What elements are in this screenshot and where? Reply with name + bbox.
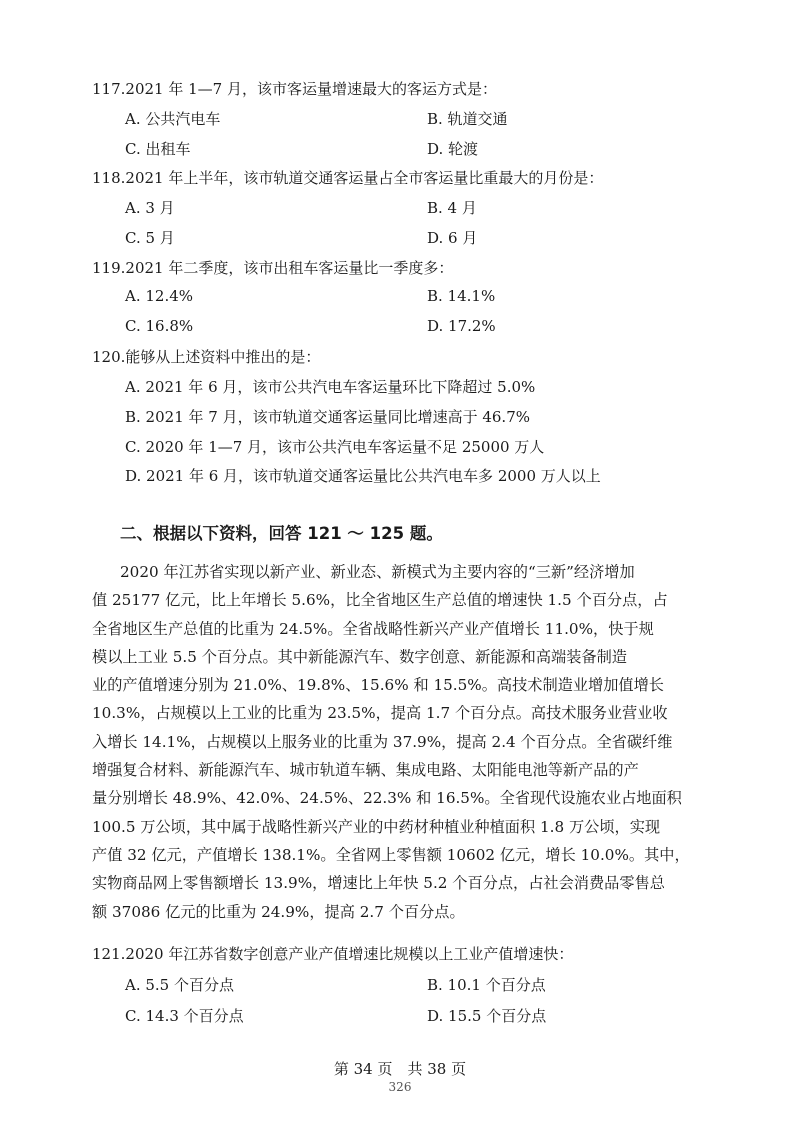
q120-option-a: A. 2021 年 6 月，该市公共汽电车客运量环比下降超过 5.0% xyxy=(125,378,536,396)
q119-option-d: D. 17.2% xyxy=(427,317,496,335)
q117-option-d: D. 轮渡 xyxy=(427,140,479,158)
q120-option-d: D. 2021 年 6 月，该市轨道交通客运量比公共汽电车多 2000 万人以上 xyxy=(125,467,601,485)
passage-line: 额 37086 亿元的比重为 24.9%，提高 2.7 个百分点。 xyxy=(92,902,465,921)
q120-option-c: C. 2020 年 1—7 月，该市公共汽电车客运量不足 25000 万人 xyxy=(125,438,545,456)
passage-line: 量分别增长 48.9%、42.0%、24.5%、22.3% 和 16.5%。全省现代设施农业占地面积 xyxy=(92,789,682,808)
q118-option-d: D. 6 月 xyxy=(427,229,478,247)
question-121-stem: 121.2020 年江苏省数字创意产业产值增速比规模以上工业产值增速快： xyxy=(92,945,574,963)
q121-option-c: C. 14.3 个百分点 xyxy=(125,1007,244,1025)
q118-option-c: C. 5 月 xyxy=(125,229,175,247)
passage-line: 2020 年江苏省实现以新产业、新业态、新模式为主要内容的“三新”经济增加 xyxy=(120,563,635,581)
passage-line: 模以上工业 5.5 个百分点。其中新能源汽车、数字创意、新能源和高端装备制造 xyxy=(92,647,627,666)
q118-option-a: A. 3 月 xyxy=(125,199,175,217)
passage-line: 100.5 万公顷，其中属于战略性新兴产业的中药材种植业种植面积 1.8 万公顷，实现 xyxy=(92,817,661,836)
passage-line: 值 25177 亿元，比上年增长 5.6%，比全省地区生产总值的增速快 1.5 个百分点，占 xyxy=(92,591,668,610)
passage-line: 增强复合材料、新能源汽车、城市轨道车辆、集成电路、太阳能电池等新产品的产 xyxy=(92,761,639,780)
passage-line: 入增长 14.1%，占规模以上服务业的比重为 37.9%，提高 2.4 个百分点。全省碳纤维 xyxy=(92,732,673,751)
passage-line: 实物商品网上零售额增长 13.9%，增速比上年快 5.2 个百分点，占社会消费品零售总 xyxy=(92,874,665,893)
passage xyxy=(92,558,712,926)
question-119-stem: 119.2021 年二季度，该市出租车客运量比一季度多： xyxy=(92,259,454,277)
passage-line: 产值 32 亿元，产值增长 138.1%。全省网上零售额 10602 亿元，增长 10.0%。其中， xyxy=(92,845,690,864)
q119-option-c: C. 16.8% xyxy=(125,317,194,335)
passage-line: 业的产值增速分别为 21.0%、19.8%、15.6% 和 15.5%。高技术制造业增加值增长 xyxy=(92,676,664,695)
section-heading: 二、根据以下资料，回答 121 ～ 125 题。 xyxy=(120,524,443,543)
q117-option-a: A. 公共汽电车 xyxy=(125,110,221,128)
q117-option-b: B. 轨道交通 xyxy=(427,110,508,128)
q121-option-d: D. 15.5 个百分点 xyxy=(427,1007,547,1025)
q118-option-b: B. 4 月 xyxy=(427,199,477,217)
passage-line: 全省地区生产总值的比重为 24.5%。全省战略性新兴产业产值增长 11.0%，快于规 xyxy=(92,619,654,638)
q120-option-b: B. 2021 年 7 月，该市轨道交通客运量同比增速高于 46.7% xyxy=(125,408,531,426)
q117-option-c: C. 出租车 xyxy=(125,140,191,158)
page-label: 第 34 页 共 38 页 xyxy=(333,1060,467,1078)
question-118-stem: 118.2021 年上半年，该市轨道交通客运量占全市客运量比重最大的月份是： xyxy=(92,169,604,187)
question-117-stem: 117.2021 年 1—7 月，该市客运量增速最大的客运方式是： xyxy=(92,80,497,98)
q121-option-b: B. 10.1 个百分点 xyxy=(427,976,546,994)
q119-option-a: A. 12.4% xyxy=(125,287,194,305)
question-120-stem: 120.能够从上述资料中推出的是： xyxy=(92,348,321,366)
q119-option-b: B. 14.1% xyxy=(427,287,496,305)
passage-line: 10.3%，占规模以上工业的比重为 23.5%，提高 1.7 个百分点。高技术服务业营业收 xyxy=(92,704,668,723)
page-number: 326 xyxy=(388,1080,412,1094)
q121-option-a: A. 5.5 个百分点 xyxy=(125,976,234,994)
